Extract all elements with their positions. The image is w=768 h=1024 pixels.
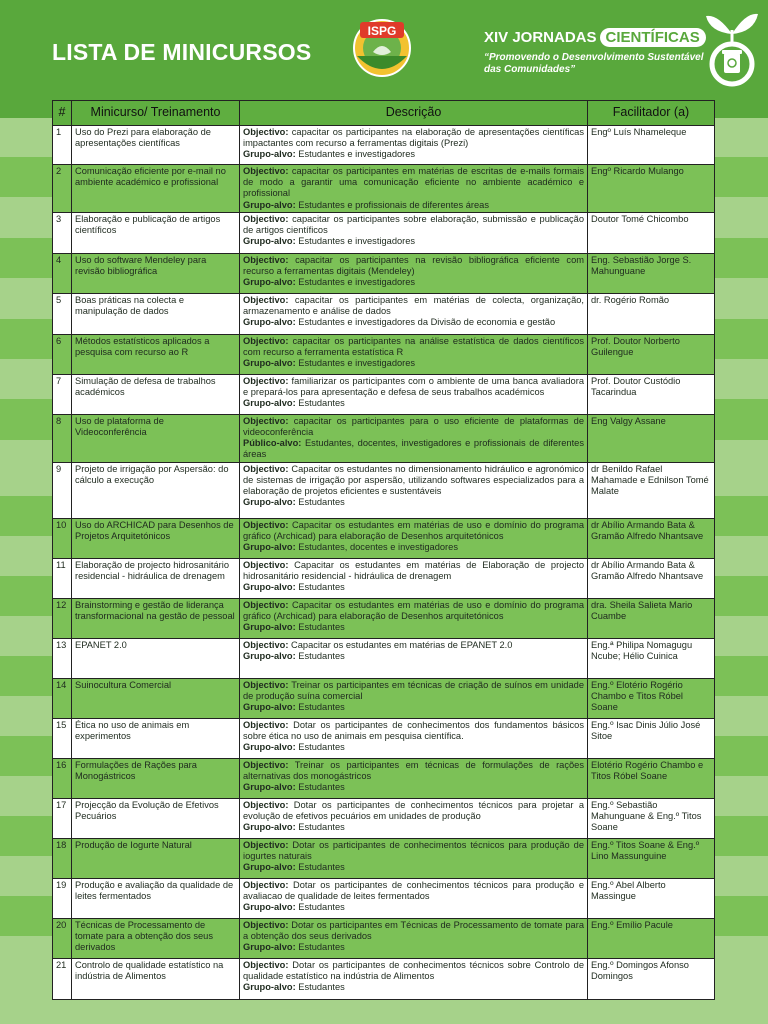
- objective-label: Objectivo:: [243, 679, 289, 690]
- target-group-label: Grupo-alvo:: [243, 942, 296, 953]
- ispg-logo: [343, 12, 421, 80]
- objective-text: capacitar os participantes na análise estatística de dados científicos com recurso a ferramenta estatística R: [243, 335, 584, 358]
- course-title: Uso de plataforma de Videoconferência: [72, 414, 240, 462]
- course-title: Produção e avaliação da qualidade de leites fermentados: [72, 878, 240, 918]
- target-group-text: Estudantes: [295, 822, 345, 833]
- objective-label: Objectivo:: [243, 415, 289, 426]
- objective-text: Dotar os participantes de conhecimentos técnicos para projetar a evolução de efetivos pecuários em unidades de produção: [243, 799, 584, 821]
- table-row: [53, 678, 715, 718]
- table-row: [53, 718, 715, 758]
- row-number: 21: [53, 958, 72, 999]
- target-group-label: Grupo-alvo:: [243, 650, 296, 661]
- course-title: Projeto de irrigação por Aspersão: do cálculo a execução: [72, 462, 240, 518]
- row-number: 3: [53, 212, 72, 253]
- target-group-label: Grupo-alvo:: [243, 782, 296, 793]
- table-row: [53, 414, 715, 462]
- row-number: 4: [53, 253, 72, 293]
- column-header-description: Descrição: [240, 101, 588, 126]
- course-description: [240, 758, 588, 798]
- course-description: [240, 126, 588, 165]
- course-title: Brainstorming e gestão de liderança transformacional na gestão de pessoal: [72, 598, 240, 638]
- row-number: 10: [53, 518, 72, 558]
- row-number: 19: [53, 878, 72, 918]
- course-description: [240, 518, 588, 558]
- target-group-label: Grupo-alvo:: [243, 902, 296, 913]
- table-row: [53, 126, 715, 165]
- facilitator: Elotério Rogério Chambo e Titos Róbel Soane: [588, 758, 715, 798]
- facilitator: Eng.º Domingos Afonso Domingos: [588, 958, 715, 999]
- course-title: Suinocultura Comercial: [72, 678, 240, 718]
- target-group-text: Estudantes: [295, 902, 345, 913]
- target-group-label: Grupo-alvo:: [243, 542, 296, 553]
- row-number: 11: [53, 558, 72, 598]
- course-title: Técnicas de Processamento de tomate para a obtenção dos seus derivados: [72, 918, 240, 958]
- course-description: [240, 374, 588, 414]
- table-row: [53, 253, 715, 293]
- facilitator: dra. Sheila Salieta Mario Cuambe: [588, 598, 715, 638]
- table-header-row: [53, 101, 715, 126]
- course-description: [240, 462, 588, 518]
- row-number: 2: [53, 165, 72, 213]
- objective-text: Treinar os participantes em técnicas de criação de suínos em unidade de produção suína comercial: [243, 679, 584, 701]
- table-row: [53, 918, 715, 958]
- course-description: [240, 212, 588, 253]
- objective-text: familiarizar os participantes com o ambiente de uma banca avaliadora e prepará-los para apresentação e defesa de seus trabalhos académicos: [243, 375, 584, 398]
- objective-text: Capacitar os estudantes no dimensionamento hidráulico e agronómico de sistemas de irrigação por aspersão, utilizando softwares especializados para a elaboração de projetos eficientes e sustentáveis: [243, 463, 584, 497]
- target-group-label: Grupo-alvo:: [243, 702, 296, 713]
- objective-label: Objectivo:: [243, 919, 289, 930]
- table-row: [53, 558, 715, 598]
- facilitator: dr. Rogério Romão: [588, 293, 715, 334]
- table-row: [53, 878, 715, 918]
- column-header-course: Minicurso/ Treinamento: [72, 101, 240, 126]
- table-row: [53, 638, 715, 678]
- target-group-text: Estudantes: [295, 582, 345, 593]
- column-header-number: #: [53, 101, 72, 126]
- event-title-prefix: XIV JORNADAS: [484, 29, 597, 46]
- target-group-text: Estudantes: [295, 702, 345, 713]
- objective-text: capacitar os participantes para o uso eficiente de plataformas de videoconferência: [243, 415, 584, 438]
- target-group-text: Estudantes, docentes e investigadores: [295, 542, 458, 553]
- target-group-text: Estudantes: [295, 650, 345, 661]
- row-number: 12: [53, 598, 72, 638]
- target-group-text: Estudantes: [295, 862, 345, 873]
- course-title: Simulação de defesa de trabalhos académicos: [72, 374, 240, 414]
- target-group-text: Estudantes e profissionais de diferentes áreas: [295, 199, 489, 210]
- objective-text: Dotar os participantes de conhecimentos técnicos sobre Controlo de qualidade estatístico na indústria de Alimentos: [243, 959, 584, 981]
- table-row: [53, 462, 715, 518]
- facilitator: Eng.º Sebastião Mahunguane & Eng.º Titos Soane: [588, 798, 715, 838]
- objective-text: Treinar os participantes em técnicas de formulações de rações alternativas dos monogástricos: [243, 759, 584, 781]
- course-description: [240, 958, 588, 999]
- course-title: Elaboração e publicação de artigos científicos: [72, 212, 240, 253]
- course-description: [240, 678, 588, 718]
- logo-text: ISPG: [367, 24, 397, 38]
- objective-label: Objectivo:: [243, 166, 289, 176]
- row-number: 18: [53, 838, 72, 878]
- table-row: [53, 334, 715, 374]
- course-title: Projecção da Evolução de Efetivos Pecuários: [72, 798, 240, 838]
- target-group-label: Grupo-alvo:: [243, 236, 296, 247]
- facilitator: Engº Ricardo Mulango: [588, 165, 715, 213]
- target-group-label: Grupo-alvo:: [243, 497, 296, 508]
- facilitator: Engº Luís Nhameleque: [588, 126, 715, 165]
- row-number: 15: [53, 718, 72, 758]
- target-group-label: Grupo-alvo:: [243, 862, 296, 873]
- objective-label: Objectivo:: [243, 959, 289, 970]
- objective-label: Objectivo:: [243, 294, 289, 305]
- facilitator: Eng. Sebastião Jorge S. Mahunguane: [588, 253, 715, 293]
- course-title: Produção de Iogurte Natural: [72, 838, 240, 878]
- objective-text: capacitar os participantes na elaboração de apresentações científicas impactantes com recurso a ferramentas digitais (Prezi): [243, 127, 584, 149]
- facilitator: Eng.º Titos Soane & Eng.º Lino Massunguine: [588, 838, 715, 878]
- target-group-label: Público-alvo:: [243, 438, 302, 449]
- objective-text: Dotar os participantes de conhecimentos técnicos para produção de iogurtes naturais: [243, 839, 584, 861]
- objective-label: Objectivo:: [243, 839, 289, 850]
- course-description: [240, 878, 588, 918]
- course-description: [240, 293, 588, 334]
- row-number: 13: [53, 638, 72, 678]
- target-group-label: Grupo-alvo:: [243, 199, 296, 210]
- eco-recycle-icon: [704, 6, 760, 88]
- event-subtitle: “Promovendo o Desenvolvimento Sustentável das Comunidades”: [484, 52, 704, 75]
- objective-label: Objectivo:: [243, 127, 289, 137]
- target-group-text: Estudantes e investigadores: [295, 149, 416, 160]
- objective-label: Objectivo:: [243, 375, 289, 386]
- row-number: 7: [53, 374, 72, 414]
- facilitator: Eng.ª Philipa Nomagugu Ncube; Hélio Cuinica: [588, 638, 715, 678]
- course-title: Comunicação eficiente por e-mail no ambiente académico e profissional: [72, 165, 240, 213]
- table-row: [53, 165, 715, 213]
- course-description: [240, 414, 588, 462]
- facilitator: dr Benildo Rafael Mahamade e Ednilson Tomé Malate: [588, 462, 715, 518]
- row-number: 16: [53, 758, 72, 798]
- target-group-text: Estudantes, docentes, investigadores e profissionais de diferentes áreas: [243, 438, 584, 460]
- target-group-text: Estudantes: [295, 497, 345, 508]
- table-row: [53, 518, 715, 558]
- target-group-text: Estudantes: [295, 398, 345, 409]
- facilitator: dr Abílio Armando Bata & Gramão Alfredo Nhantsave: [588, 518, 715, 558]
- course-description: [240, 638, 588, 678]
- course-description: [240, 334, 588, 374]
- row-number: 8: [53, 414, 72, 462]
- objective-label: Objectivo:: [243, 559, 289, 570]
- target-group-text: Estudantes e investigadores: [295, 236, 416, 247]
- event-title-highlight: CIENTÍFICAS: [600, 28, 706, 47]
- course-title: Métodos estatísticos aplicados a pesquisa com recurso ao R: [72, 334, 240, 374]
- course-description: [240, 253, 588, 293]
- target-group-text: Estudantes: [295, 742, 345, 753]
- course-title: Uso do software Mendeley para revisão bibliográfica: [72, 253, 240, 293]
- target-group-text: Estudantes: [295, 942, 345, 953]
- objective-label: Objectivo:: [243, 879, 289, 890]
- objective-label: Objectivo:: [243, 799, 289, 810]
- table-row: [53, 374, 715, 414]
- course-description: [240, 718, 588, 758]
- table-row: [53, 212, 715, 253]
- table-row: [53, 798, 715, 838]
- course-description: [240, 918, 588, 958]
- objective-label: Objectivo:: [243, 254, 289, 265]
- objective-text: capacitar os participantes na revisão bibliográfica eficiente com recurso a ferramentas digitais (Mendeley): [243, 254, 584, 277]
- objective-text: Dotar os participantes de conhecimentos dos fundamentos básicos sobre ética no uso de animais em pesquisa científica.: [243, 719, 584, 741]
- minicourses-table: [52, 100, 715, 1000]
- objective-label: Objectivo:: [243, 463, 289, 474]
- table-row: [53, 758, 715, 798]
- target-group-label: Grupo-alvo:: [243, 149, 296, 160]
- course-title: Uso do ARCHICAD para Desenhos de Projetos Arquitetónicos: [72, 518, 240, 558]
- target-group-label: Grupo-alvo:: [243, 317, 296, 328]
- facilitator: Prof. Doutor Norberto Guilengue: [588, 334, 715, 374]
- course-description: [240, 165, 588, 213]
- target-group-label: Grupo-alvo:: [243, 742, 296, 753]
- target-group-text: Estudantes: [295, 982, 345, 993]
- objective-text: Dotar os participantes de conhecimentos técnicos para produção e avaliacao de qualidade de leites fermentados: [243, 879, 584, 901]
- course-title: Formulações de Rações para Monogástricos: [72, 758, 240, 798]
- facilitator: Eng.º Elotério Rogério Chambo e Titos Róbel Soane: [588, 678, 715, 718]
- row-number: 9: [53, 462, 72, 518]
- row-number: 1: [53, 126, 72, 165]
- target-group-label: Grupo-alvo:: [243, 822, 296, 833]
- target-group-label: Grupo-alvo:: [243, 277, 296, 288]
- facilitator: Doutor Tomé Chicombo: [588, 212, 715, 253]
- course-description: [240, 558, 588, 598]
- course-title: Elaboração de projecto hidrosanitário residencial - hidráulica de drenagem: [72, 558, 240, 598]
- objective-text: Dotar os participantes em Técnicas de Processamento de tomate para a obtenção dos seus derivados: [243, 919, 584, 941]
- objective-text: Capacitar os estudantes em matérias de uso e domínio do programa gráfico (Archicad) para elaboração de Desenhos arquitetónicos: [243, 519, 584, 541]
- target-group-text: Estudantes: [295, 622, 345, 633]
- objective-text: capacitar os participantes em matérias de escritas de e-mails formais de modo a garantir uma comunicação eficiente no ambiente académico e profissional: [243, 166, 584, 199]
- objective-label: Objectivo:: [243, 639, 289, 650]
- table-row: [53, 838, 715, 878]
- facilitator: Eng.º Isac Dinis Júlio José Sitoe: [588, 718, 715, 758]
- objective-label: Objectivo:: [243, 759, 289, 770]
- row-number: 20: [53, 918, 72, 958]
- row-number: 17: [53, 798, 72, 838]
- objective-label: Objectivo:: [243, 213, 289, 224]
- target-group-text: Estudantes e investigadores: [295, 358, 416, 369]
- table-row: [53, 598, 715, 638]
- facilitator: Eng.º Abel Alberto Massingue: [588, 878, 715, 918]
- objective-label: Objectivo:: [243, 599, 289, 610]
- course-title: EPANET 2.0: [72, 638, 240, 678]
- objective-label: Objectivo:: [243, 519, 289, 530]
- course-title: Uso do Prezi para elaboração de apresentações científicas: [72, 126, 240, 165]
- table-row: [53, 293, 715, 334]
- course-title: Controlo de qualidade estatístico na indústria de Alimentos: [72, 958, 240, 999]
- course-description: [240, 598, 588, 638]
- table-row: [53, 958, 715, 999]
- row-number: 6: [53, 334, 72, 374]
- objective-text: Capacitar os estudantes em matérias de Elaboração de projecto hidrosanitário residencial - hidráulica de drenagem: [243, 559, 584, 581]
- event-title: [484, 28, 706, 47]
- target-group-label: Grupo-alvo:: [243, 358, 296, 369]
- page-title: LISTA DE MINICURSOS: [52, 39, 312, 65]
- column-header-facilitator: Facilitador (a): [588, 101, 715, 126]
- objective-text: Capacitar os estudantes em matérias de EPANET 2.0: [288, 639, 513, 650]
- course-title: Ética no uso de animais em experimentos: [72, 718, 240, 758]
- target-group-label: Grupo-alvo:: [243, 622, 296, 633]
- facilitator: Eng Valgy Assane: [588, 414, 715, 462]
- target-group-label: Grupo-alvo:: [243, 982, 296, 993]
- facilitator: Eng.º Emílio Pacule: [588, 918, 715, 958]
- objective-text: capacitar os participantes em matérias de colecta, organização, armazenamento e análise de dados: [243, 294, 584, 317]
- target-group-text: Estudantes e investigadores da Divisão de economia e gestão: [295, 317, 556, 328]
- facilitator: dr Abílio Armando Bata & Gramão Alfredo Nhantsave: [588, 558, 715, 598]
- row-number: 5: [53, 293, 72, 334]
- facilitator: Prof. Doutor Custódio Tacarindua: [588, 374, 715, 414]
- objective-label: Objectivo:: [243, 335, 289, 346]
- target-group-label: Grupo-alvo:: [243, 398, 296, 409]
- objective-text: capacitar os participantes sobre elaboração, submissão e publicação de artigos científicos: [243, 213, 584, 236]
- objective-label: Objectivo:: [243, 719, 289, 730]
- target-group-text: Estudantes: [295, 782, 345, 793]
- row-number: 14: [53, 678, 72, 718]
- target-group-label: Grupo-alvo:: [243, 582, 296, 593]
- course-description: [240, 798, 588, 838]
- target-group-text: Estudantes e investigadores: [295, 277, 416, 288]
- course-description: [240, 838, 588, 878]
- course-title: Boas práticas na colecta e manipulação de dados: [72, 293, 240, 334]
- objective-text: Capacitar os estudantes em matérias de uso e domínio do programa gráfico (Archicad) para elaboração de Desenhos arquitetónicos: [243, 599, 584, 621]
